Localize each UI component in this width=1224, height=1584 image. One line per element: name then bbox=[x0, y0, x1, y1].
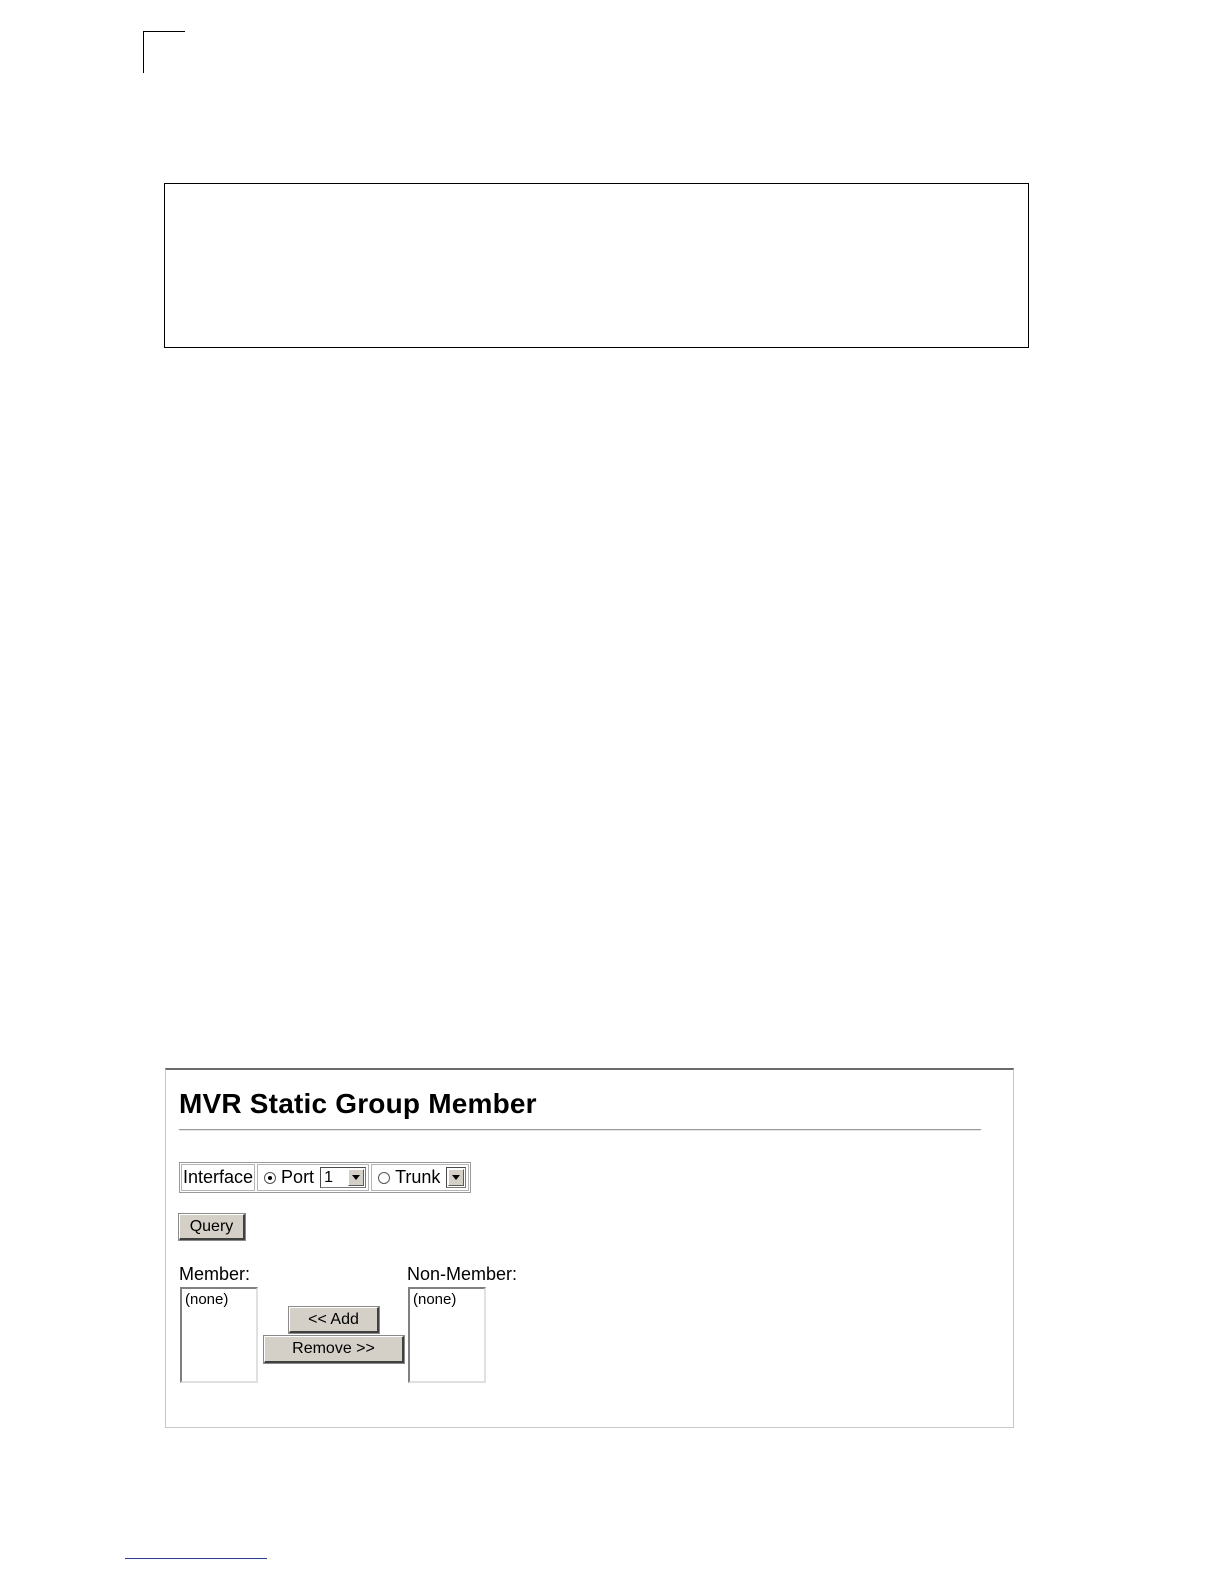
add-button[interactable]: << Add bbox=[289, 1307, 379, 1333]
chevron-down-icon bbox=[452, 1175, 460, 1180]
member-list-item[interactable]: (none) bbox=[185, 1291, 229, 1308]
non-member-list-item[interactable]: (none) bbox=[413, 1291, 457, 1308]
interface-selector bbox=[179, 1162, 471, 1193]
port-radio[interactable] bbox=[264, 1172, 276, 1184]
crop-mark bbox=[143, 31, 185, 73]
non-member-label: Non-Member: bbox=[407, 1264, 518, 1284]
port-select[interactable] bbox=[320, 1167, 366, 1188]
non-member-listbox[interactable] bbox=[408, 1287, 486, 1383]
trunk-select-dropdown-button[interactable] bbox=[448, 1169, 464, 1186]
interface-label: Interface bbox=[181, 1164, 255, 1191]
port-select-value: 1 bbox=[324, 1169, 333, 1186]
port-option bbox=[257, 1164, 369, 1191]
empty-note-box bbox=[164, 183, 1029, 348]
trunk-radio[interactable] bbox=[378, 1172, 390, 1184]
trunk-select[interactable] bbox=[446, 1167, 466, 1188]
mvr-static-group-member-panel bbox=[165, 1068, 1014, 1428]
member-label: Member: bbox=[179, 1264, 251, 1284]
page-title: MVR Static Group Member bbox=[179, 1088, 537, 1119]
port-radio-label: Port bbox=[281, 1167, 315, 1187]
remove-button[interactable]: Remove >> bbox=[264, 1336, 404, 1363]
trunk-option bbox=[371, 1164, 469, 1191]
trunk-radio-label: Trunk bbox=[395, 1167, 441, 1187]
query-button[interactable]: Query bbox=[179, 1214, 245, 1240]
chevron-down-icon bbox=[352, 1175, 360, 1180]
footer-rule bbox=[125, 1558, 267, 1559]
member-listbox[interactable] bbox=[180, 1287, 258, 1383]
title-divider bbox=[179, 1129, 981, 1131]
port-select-dropdown-button[interactable] bbox=[348, 1169, 364, 1186]
